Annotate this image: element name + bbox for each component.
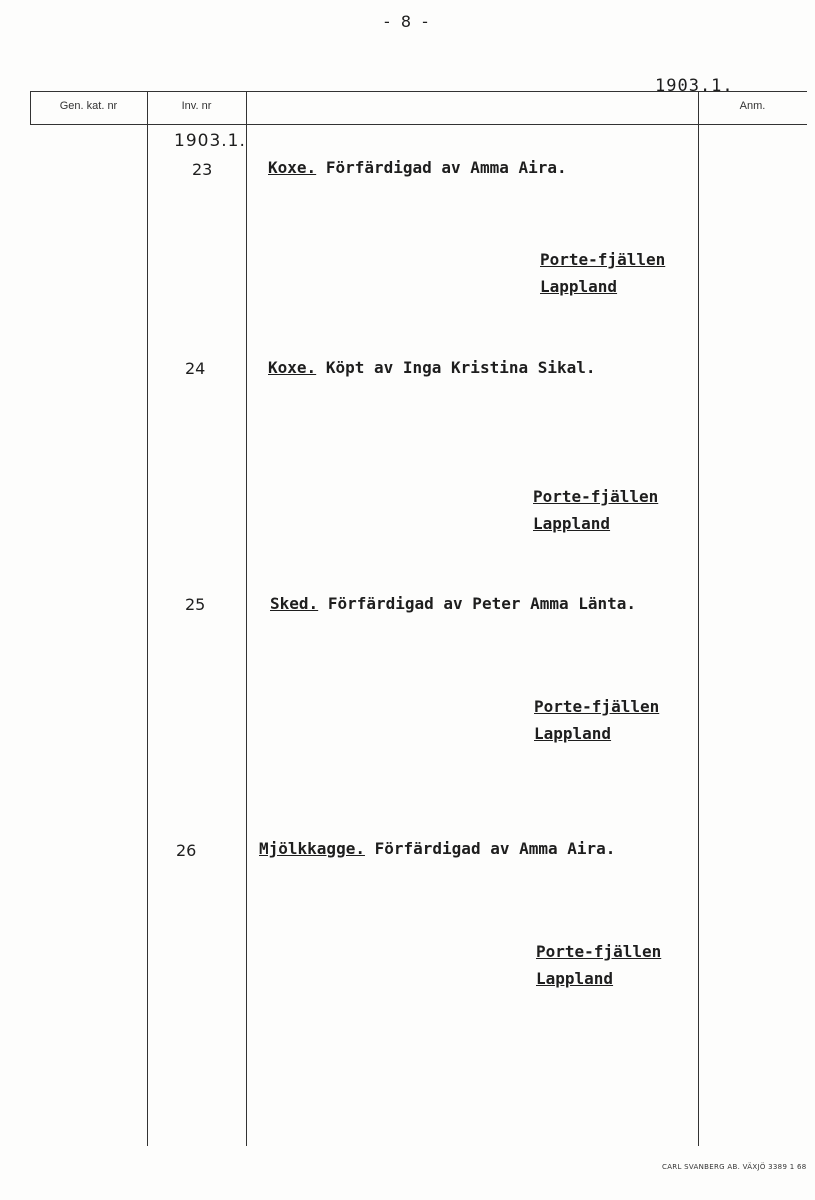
inv-number: 23 [192,160,213,179]
anm-column-divider [698,91,699,1146]
series-header: 1903.1. [655,76,734,96]
place-line-1: Porte-fjällen [534,697,660,716]
entry-description: Förfärdigad av Amma Aira. [374,839,616,858]
place-line-2: Lappland [534,724,612,743]
object-name: Sked. [270,594,319,613]
entry-description: Förfärdigad av Peter Amma Länta. [327,594,637,613]
inv-column-divider [246,91,247,1146]
entry-description: Förfärdigad av Amma Aira. [325,158,567,177]
catalog-entry [268,158,567,177]
object-name: Koxe. [268,358,317,377]
entry-description: Köpt av Inga Kristina Sikal. [325,358,596,377]
place-line-2: Lappland [540,277,618,296]
column-header-gen-kat-nr: Gen. kat. nr [59,100,118,112]
page-number: - 8 - [384,12,431,31]
column-header-inv-nr: Inv. nr [181,100,212,112]
gen-kat-column-divider [147,91,148,1146]
printer-imprint: CARL SVANBERG AB. VÄXJÖ 3389 1 68 [662,1163,807,1171]
inv-number: 26 [176,841,197,860]
place-line-1: Porte-fjällen [533,487,659,506]
place-line-1: Porte-fjällen [536,942,662,961]
column-header-anm: Anm. [739,100,766,112]
place-line-1: Porte-fjällen [540,250,666,269]
catalog-entry [259,839,615,858]
object-name: Mjölkkagge. [259,839,365,858]
catalog-entry [270,594,636,613]
inv-number: 25 [185,595,206,614]
catalog-entry [268,358,596,377]
place-line-2: Lappland [533,514,611,533]
object-name: Koxe. [268,158,317,177]
place-line-2: Lappland [536,969,614,988]
inv-number: 24 [185,359,206,378]
inv-series: 1903.1. [174,131,246,151]
